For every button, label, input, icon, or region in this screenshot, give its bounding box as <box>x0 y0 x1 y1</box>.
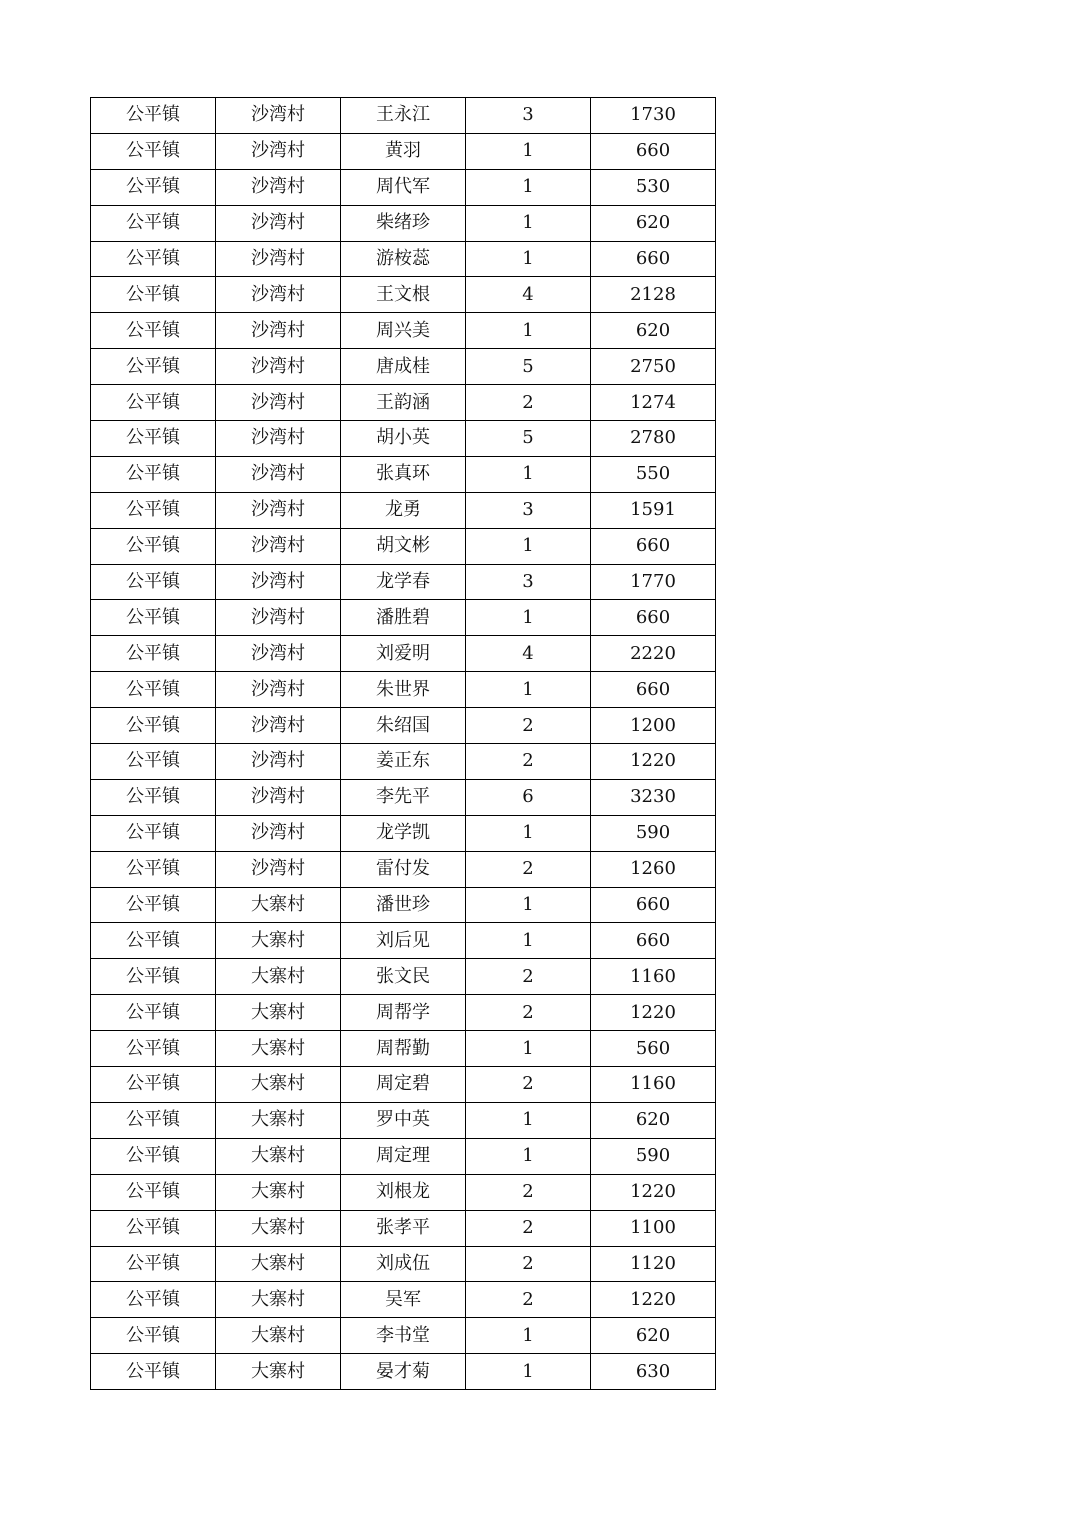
name-cell: 龙学春 <box>341 564 466 600</box>
township-cell: 公平镇 <box>91 349 216 385</box>
village-cell: 沙湾村 <box>216 672 341 708</box>
amount-cell: 660 <box>591 672 716 708</box>
name-cell: 周帮勤 <box>341 1031 466 1067</box>
village-cell: 大寨村 <box>216 1246 341 1282</box>
township-cell: 公平镇 <box>91 133 216 169</box>
village-cell: 沙湾村 <box>216 241 341 277</box>
count-cell: 1 <box>466 456 591 492</box>
amount-cell: 1220 <box>591 1282 716 1318</box>
township-cell: 公平镇 <box>91 1102 216 1138</box>
name-cell: 吴军 <box>341 1282 466 1318</box>
amount-cell: 3230 <box>591 779 716 815</box>
township-cell: 公平镇 <box>91 959 216 995</box>
amount-cell: 1274 <box>591 385 716 421</box>
name-cell: 周代军 <box>341 169 466 205</box>
count-cell: 2 <box>466 385 591 421</box>
name-cell: 刘后见 <box>341 923 466 959</box>
name-cell: 游桉蕊 <box>341 241 466 277</box>
township-cell: 公平镇 <box>91 636 216 672</box>
village-cell: 沙湾村 <box>216 421 341 457</box>
count-cell: 1 <box>466 169 591 205</box>
township-cell: 公平镇 <box>91 1031 216 1067</box>
amount-cell: 1100 <box>591 1210 716 1246</box>
village-cell: 沙湾村 <box>216 349 341 385</box>
name-cell: 潘胜碧 <box>341 600 466 636</box>
table-body <box>91 98 716 1390</box>
township-cell: 公平镇 <box>91 169 216 205</box>
village-cell: 沙湾村 <box>216 277 341 313</box>
township-cell: 公平镇 <box>91 1318 216 1354</box>
name-cell: 李先平 <box>341 779 466 815</box>
village-cell: 大寨村 <box>216 959 341 995</box>
village-cell: 沙湾村 <box>216 600 341 636</box>
amount-cell: 560 <box>591 1031 716 1067</box>
name-cell: 胡文彬 <box>341 528 466 564</box>
table-row <box>91 241 716 277</box>
township-cell: 公平镇 <box>91 1174 216 1210</box>
table-row <box>91 313 716 349</box>
table-row <box>91 277 716 313</box>
name-cell: 龙勇 <box>341 492 466 528</box>
count-cell: 2 <box>466 1246 591 1282</box>
amount-cell: 660 <box>591 133 716 169</box>
table-row <box>91 708 716 744</box>
table-row <box>91 887 716 923</box>
amount-cell: 620 <box>591 313 716 349</box>
count-cell: 1 <box>466 600 591 636</box>
table-row <box>91 600 716 636</box>
count-cell: 1 <box>466 528 591 564</box>
township-cell: 公平镇 <box>91 456 216 492</box>
village-cell: 沙湾村 <box>216 98 341 134</box>
township-cell: 公平镇 <box>91 1210 216 1246</box>
name-cell: 胡小英 <box>341 421 466 457</box>
count-cell: 1 <box>466 887 591 923</box>
amount-cell: 2780 <box>591 421 716 457</box>
name-cell: 周定碧 <box>341 1067 466 1103</box>
table-row <box>91 456 716 492</box>
table-row <box>91 169 716 205</box>
village-cell: 沙湾村 <box>216 815 341 851</box>
name-cell: 张文民 <box>341 959 466 995</box>
name-cell: 周兴美 <box>341 313 466 349</box>
township-cell: 公平镇 <box>91 672 216 708</box>
township-cell: 公平镇 <box>91 600 216 636</box>
township-cell: 公平镇 <box>91 1354 216 1390</box>
amount-cell: 1120 <box>591 1246 716 1282</box>
table-row <box>91 564 716 600</box>
name-cell: 张真环 <box>341 456 466 492</box>
name-cell: 刘成伍 <box>341 1246 466 1282</box>
village-cell: 大寨村 <box>216 1318 341 1354</box>
table-row <box>91 1067 716 1103</box>
township-cell: 公平镇 <box>91 1282 216 1318</box>
count-cell: 1 <box>466 815 591 851</box>
amount-cell: 1220 <box>591 1174 716 1210</box>
table-row <box>91 1138 716 1174</box>
count-cell: 2 <box>466 1067 591 1103</box>
table-row <box>91 205 716 241</box>
township-cell: 公平镇 <box>91 887 216 923</box>
table-row <box>91 779 716 815</box>
count-cell: 1 <box>466 1138 591 1174</box>
township-cell: 公平镇 <box>91 313 216 349</box>
amount-cell: 1591 <box>591 492 716 528</box>
amount-cell: 550 <box>591 456 716 492</box>
village-cell: 沙湾村 <box>216 564 341 600</box>
name-cell: 龙学凯 <box>341 815 466 851</box>
table-row <box>91 636 716 672</box>
amount-cell: 1200 <box>591 708 716 744</box>
amount-cell: 2220 <box>591 636 716 672</box>
village-cell: 沙湾村 <box>216 744 341 780</box>
township-cell: 公平镇 <box>91 851 216 887</box>
name-cell: 李书堂 <box>341 1318 466 1354</box>
name-cell: 张孝平 <box>341 1210 466 1246</box>
table-row <box>91 1246 716 1282</box>
township-cell: 公平镇 <box>91 923 216 959</box>
village-cell: 沙湾村 <box>216 636 341 672</box>
village-cell: 沙湾村 <box>216 851 341 887</box>
township-cell: 公平镇 <box>91 528 216 564</box>
table-row <box>91 385 716 421</box>
township-cell: 公平镇 <box>91 708 216 744</box>
count-cell: 5 <box>466 349 591 385</box>
township-cell: 公平镇 <box>91 98 216 134</box>
table-row <box>91 1282 716 1318</box>
amount-cell: 1260 <box>591 851 716 887</box>
name-cell: 雷付发 <box>341 851 466 887</box>
amount-cell: 1220 <box>591 744 716 780</box>
count-cell: 2 <box>466 744 591 780</box>
count-cell: 1 <box>466 205 591 241</box>
table-row <box>91 1031 716 1067</box>
village-cell: 沙湾村 <box>216 528 341 564</box>
village-cell: 大寨村 <box>216 887 341 923</box>
village-cell: 大寨村 <box>216 1067 341 1103</box>
village-cell: 大寨村 <box>216 923 341 959</box>
name-cell: 晏才菊 <box>341 1354 466 1390</box>
amount-cell: 620 <box>591 1318 716 1354</box>
count-cell: 2 <box>466 851 591 887</box>
count-cell: 1 <box>466 313 591 349</box>
count-cell: 1 <box>466 1031 591 1067</box>
table-row <box>91 672 716 708</box>
table-row <box>91 959 716 995</box>
township-cell: 公平镇 <box>91 277 216 313</box>
count-cell: 1 <box>466 133 591 169</box>
table-row <box>91 492 716 528</box>
village-cell: 沙湾村 <box>216 169 341 205</box>
amount-cell: 1770 <box>591 564 716 600</box>
table-row <box>91 1318 716 1354</box>
table-row <box>91 995 716 1031</box>
name-cell: 姜正东 <box>341 744 466 780</box>
name-cell: 柴绪珍 <box>341 205 466 241</box>
name-cell: 朱世界 <box>341 672 466 708</box>
data-table <box>90 97 716 1390</box>
township-cell: 公平镇 <box>91 421 216 457</box>
township-cell: 公平镇 <box>91 1067 216 1103</box>
name-cell: 王永江 <box>341 98 466 134</box>
township-cell: 公平镇 <box>91 779 216 815</box>
name-cell: 周定理 <box>341 1138 466 1174</box>
table-row <box>91 98 716 134</box>
table-row <box>91 421 716 457</box>
count-cell: 1 <box>466 241 591 277</box>
name-cell: 黄羽 <box>341 133 466 169</box>
count-cell: 3 <box>466 492 591 528</box>
name-cell: 刘爱明 <box>341 636 466 672</box>
name-cell: 王文根 <box>341 277 466 313</box>
count-cell: 1 <box>466 1354 591 1390</box>
village-cell: 大寨村 <box>216 1282 341 1318</box>
amount-cell: 630 <box>591 1354 716 1390</box>
table-row <box>91 1210 716 1246</box>
table-row <box>91 349 716 385</box>
amount-cell: 660 <box>591 887 716 923</box>
count-cell: 6 <box>466 779 591 815</box>
count-cell: 1 <box>466 1318 591 1354</box>
count-cell: 3 <box>466 98 591 134</box>
amount-cell: 620 <box>591 205 716 241</box>
table-row <box>91 133 716 169</box>
count-cell: 1 <box>466 672 591 708</box>
amount-cell: 2750 <box>591 349 716 385</box>
amount-cell: 2128 <box>591 277 716 313</box>
township-cell: 公平镇 <box>91 744 216 780</box>
amount-cell: 620 <box>591 1102 716 1138</box>
village-cell: 大寨村 <box>216 1031 341 1067</box>
village-cell: 沙湾村 <box>216 385 341 421</box>
amount-cell: 660 <box>591 241 716 277</box>
township-cell: 公平镇 <box>91 205 216 241</box>
amount-cell: 1160 <box>591 959 716 995</box>
name-cell: 周帮学 <box>341 995 466 1031</box>
village-cell: 沙湾村 <box>216 133 341 169</box>
village-cell: 大寨村 <box>216 1102 341 1138</box>
count-cell: 1 <box>466 923 591 959</box>
table-row <box>91 1354 716 1390</box>
name-cell: 王韵涵 <box>341 385 466 421</box>
table-row <box>91 1102 716 1138</box>
name-cell: 唐成桂 <box>341 349 466 385</box>
village-cell: 沙湾村 <box>216 313 341 349</box>
village-cell: 沙湾村 <box>216 205 341 241</box>
name-cell: 潘世珍 <box>341 887 466 923</box>
count-cell: 1 <box>466 1102 591 1138</box>
count-cell: 2 <box>466 995 591 1031</box>
count-cell: 5 <box>466 421 591 457</box>
village-cell: 大寨村 <box>216 1210 341 1246</box>
village-cell: 大寨村 <box>216 995 341 1031</box>
name-cell: 罗中英 <box>341 1102 466 1138</box>
township-cell: 公平镇 <box>91 1246 216 1282</box>
township-cell: 公平镇 <box>91 385 216 421</box>
township-cell: 公平镇 <box>91 995 216 1031</box>
township-cell: 公平镇 <box>91 492 216 528</box>
village-cell: 沙湾村 <box>216 779 341 815</box>
table-row <box>91 923 716 959</box>
village-cell: 大寨村 <box>216 1138 341 1174</box>
village-cell: 大寨村 <box>216 1354 341 1390</box>
count-cell: 2 <box>466 1174 591 1210</box>
count-cell: 3 <box>466 564 591 600</box>
township-cell: 公平镇 <box>91 1138 216 1174</box>
table-row <box>91 815 716 851</box>
amount-cell: 660 <box>591 600 716 636</box>
amount-cell: 590 <box>591 1138 716 1174</box>
count-cell: 2 <box>466 708 591 744</box>
village-cell: 沙湾村 <box>216 492 341 528</box>
table-row <box>91 851 716 887</box>
name-cell: 刘根龙 <box>341 1174 466 1210</box>
village-cell: 沙湾村 <box>216 708 341 744</box>
township-cell: 公平镇 <box>91 241 216 277</box>
amount-cell: 1220 <box>591 995 716 1031</box>
amount-cell: 660 <box>591 923 716 959</box>
township-cell: 公平镇 <box>91 564 216 600</box>
count-cell: 2 <box>466 1282 591 1318</box>
amount-cell: 1730 <box>591 98 716 134</box>
amount-cell: 1160 <box>591 1067 716 1103</box>
count-cell: 2 <box>466 959 591 995</box>
table-row <box>91 1174 716 1210</box>
amount-cell: 660 <box>591 528 716 564</box>
table-row <box>91 744 716 780</box>
count-cell: 4 <box>466 636 591 672</box>
amount-cell: 590 <box>591 815 716 851</box>
township-cell: 公平镇 <box>91 815 216 851</box>
name-cell: 朱绍国 <box>341 708 466 744</box>
table-row <box>91 528 716 564</box>
village-cell: 沙湾村 <box>216 456 341 492</box>
amount-cell: 530 <box>591 169 716 205</box>
village-cell: 大寨村 <box>216 1174 341 1210</box>
count-cell: 2 <box>466 1210 591 1246</box>
count-cell: 4 <box>466 277 591 313</box>
